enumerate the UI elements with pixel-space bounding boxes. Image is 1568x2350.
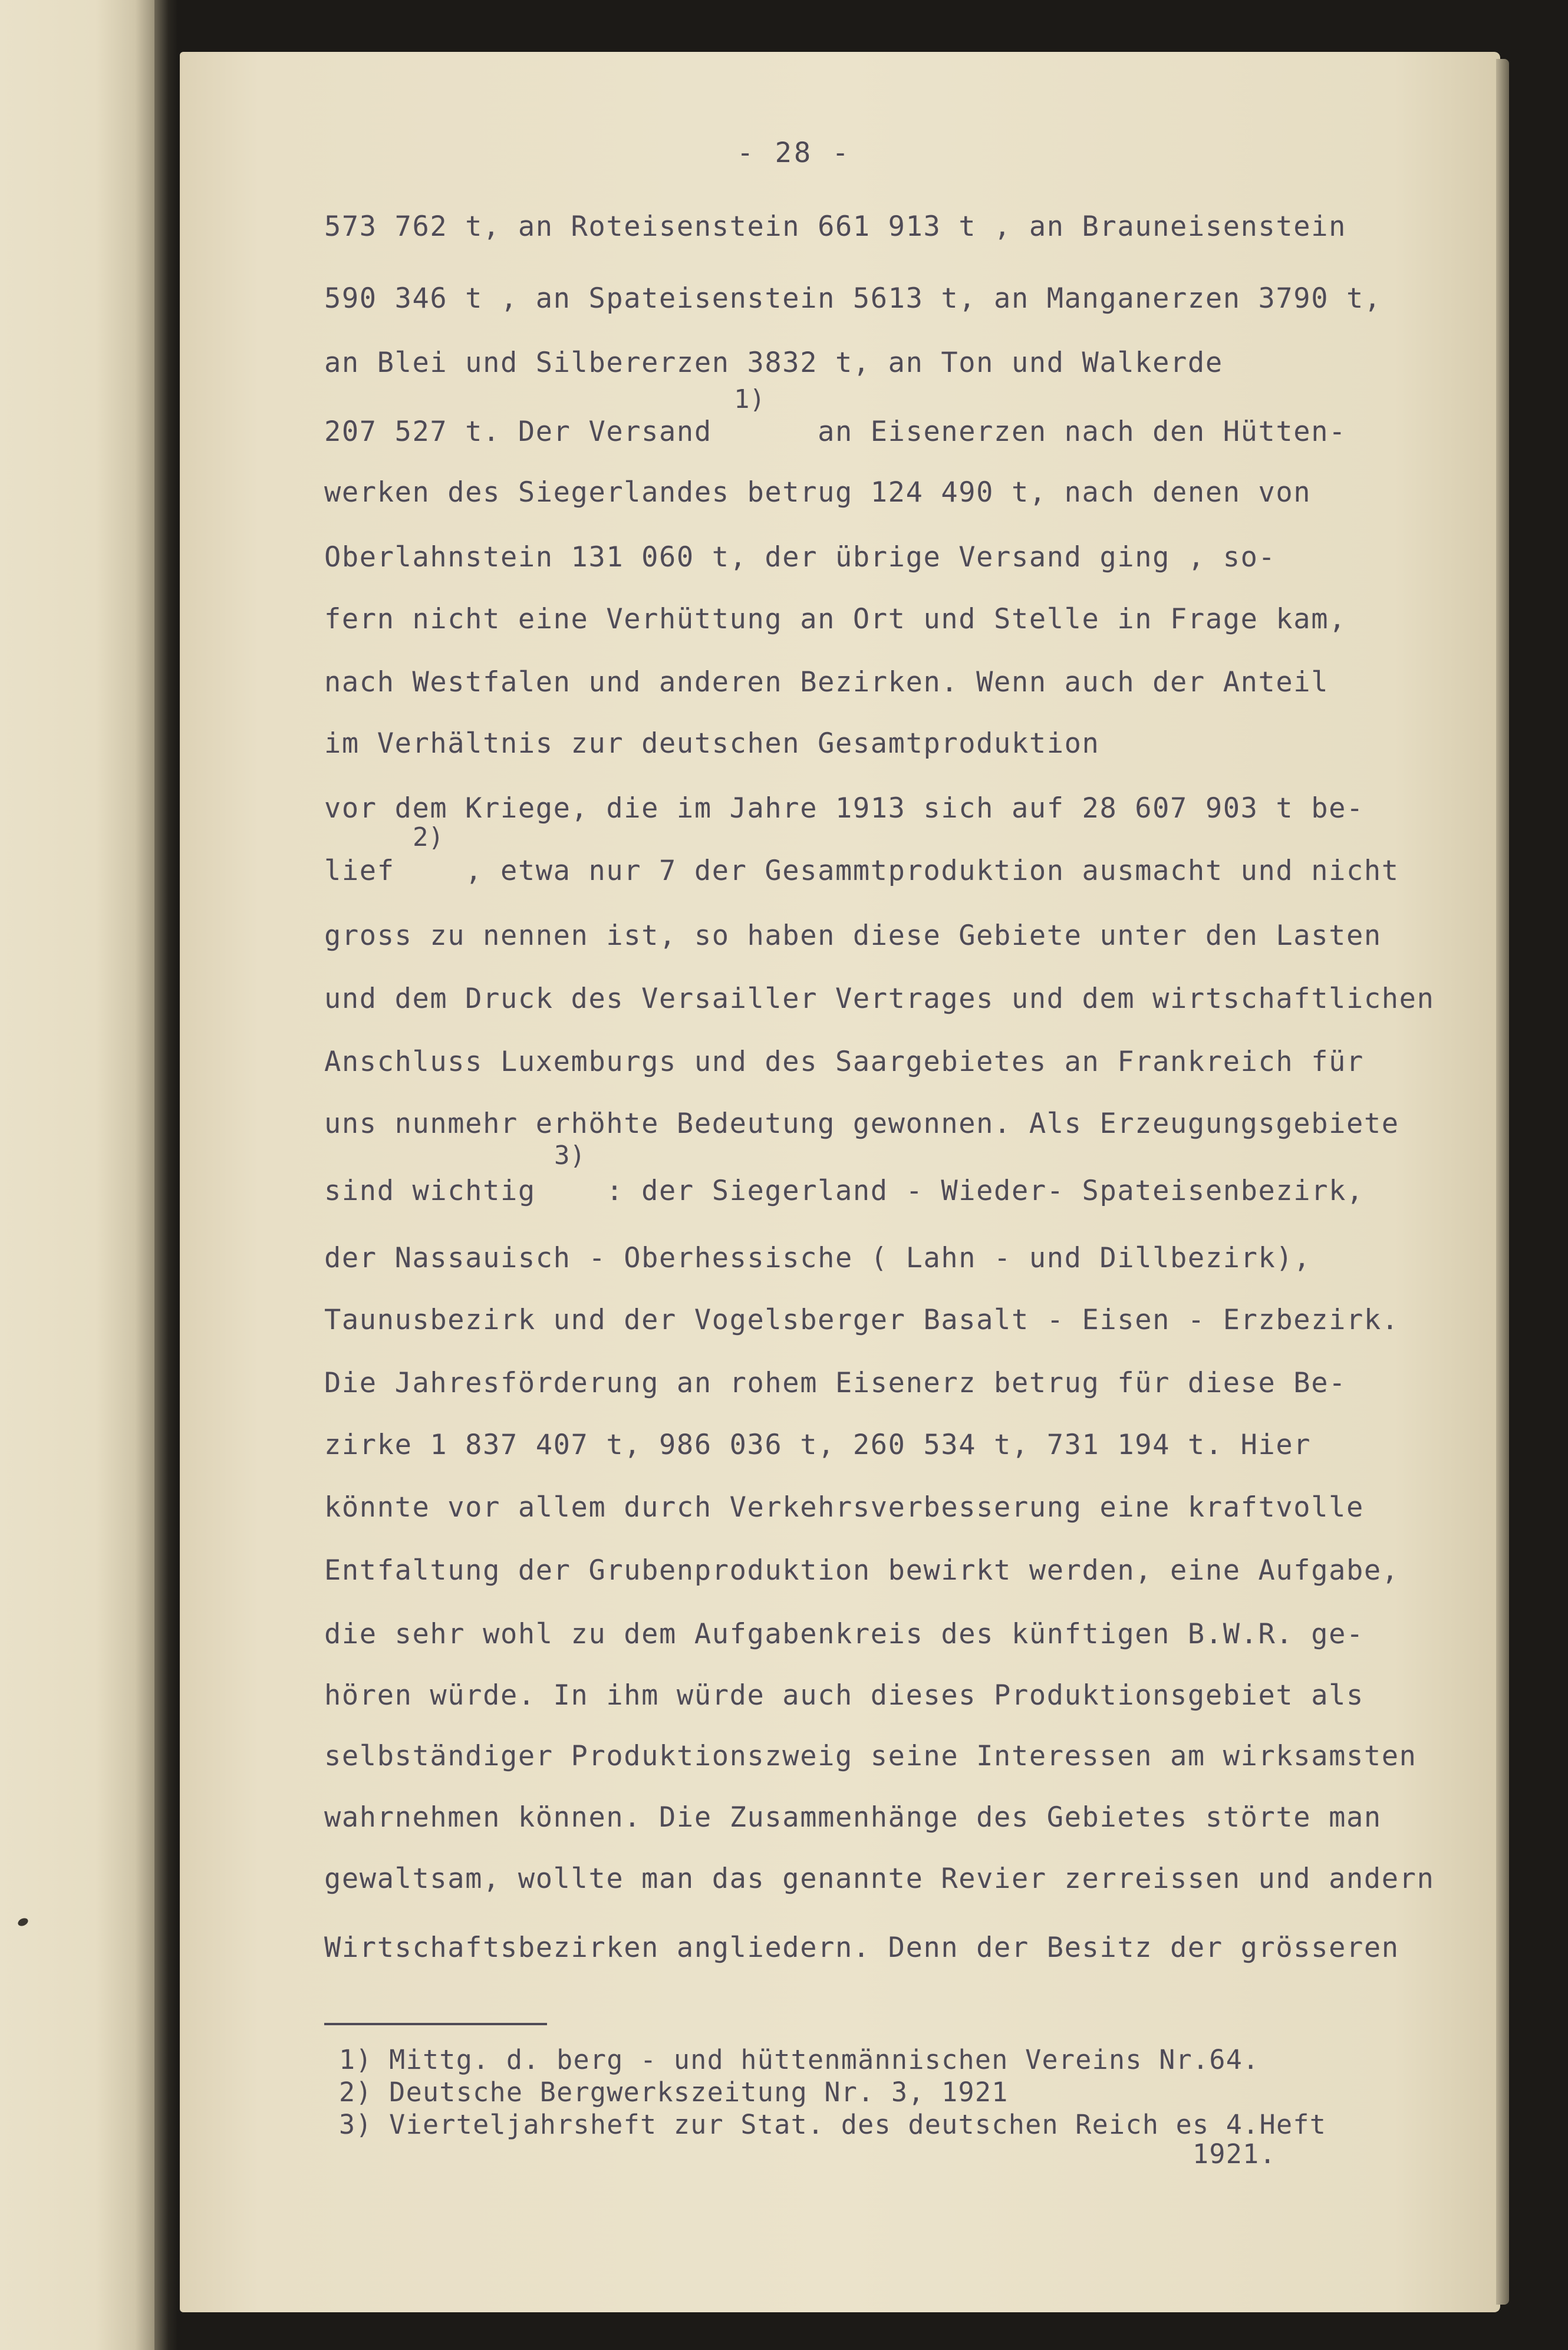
left-facing-page — [0, 0, 159, 2350]
body-line: vor dem Kriege, die im Jahre 1913 sich auf 28 607 903 t be- — [324, 792, 1364, 825]
body-line: die sehr wohl zu dem Aufgabenkreis des künftigen B.W.R. ge- — [324, 1618, 1364, 1650]
body-line: sind wichtig : der Siegerland - Wieder- Spateisenbezirk, — [324, 1175, 1364, 1207]
body-line: könnte vor allem durch Verkehrsverbesserung eine kraftvolle — [324, 1491, 1364, 1524]
body-line: uns nunmehr erhöhte Bedeutung gewonnen. Als Erzeugungsgebiete — [324, 1108, 1399, 1140]
footnote-1: 1) Mittg. d. berg - und hüttenmännischen Vereins Nr.64. — [339, 2044, 1260, 2075]
body-line: Wirtschaftsbezirken angliedern. Denn der Besitz der grösseren — [324, 1932, 1399, 1964]
body-line: werken des Siegerlandes betrug 124 490 t, nach denen von — [324, 476, 1312, 509]
body-line: hören würde. In ihm würde auch dieses Produktionsgebiet als — [324, 1679, 1364, 1712]
body-line: im Verhältnis zur deutschen Gesamtproduktion — [324, 727, 1100, 760]
body-line: selbständiger Produktionszweig seine Interessen am wirksamsten — [324, 1740, 1417, 1772]
body-line: Oberlahnstein 131 060 t, der übrige Versand ging , so- — [324, 541, 1276, 574]
footnote-3-continued: 1921. — [339, 2138, 1276, 2170]
book-gutter-shadow — [154, 0, 178, 2350]
body-line: fern nicht eine Verhüttung an Ort und Stelle in Frage kam, — [324, 603, 1346, 635]
footnote-ref-3: 3) — [554, 1141, 585, 1171]
body-line: 573 762 t, an Roteisenstein 661 913 t , an Brauneisenstein — [324, 210, 1346, 243]
body-line: und dem Druck des Versailler Vertrages und dem wirtschaftlichen — [324, 983, 1435, 1015]
body-line: nach Westfalen und anderen Bezirken. Wenn auch der Anteil — [324, 666, 1329, 698]
body-line: zirke 1 837 407 t, 986 036 t, 260 534 t, 731 194 t. Hier — [324, 1429, 1312, 1461]
page-number: - 28 - — [737, 137, 851, 169]
body-line: der Nassauisch - Oberhessische ( Lahn - und Dillbezirk), — [324, 1242, 1312, 1274]
body-line: 207 527 t. Der Versand an Eisenerzen nach den Hütten- — [324, 416, 1346, 448]
body-line: Die Jahresförderung an rohem Eisenerz betrug für diese Be- — [324, 1367, 1346, 1399]
body-line: Taunusbezirk und der Vogelsberger Basalt - Eisen - Erzbezirk. — [324, 1304, 1399, 1336]
page-edge — [1496, 59, 1509, 2305]
footnote-2: 2) Deutsche Bergwerkszeitung Nr. 3, 1921 — [339, 2077, 1009, 2108]
body-line: 590 346 t , an Spateisenstein 5613 t, an Manganerzen 3790 t, — [324, 282, 1382, 315]
footnote-divider — [324, 2023, 547, 2025]
body-line: gross zu nennen ist, so haben diese Gebiete unter den Lasten — [324, 919, 1382, 952]
body-line: an Blei und Silbererzen 3832 t, an Ton und Walkerde — [324, 347, 1223, 379]
body-line: Anschluss Luxemburgs und des Saargebietes an Frankreich für — [324, 1046, 1364, 1078]
body-line: lief , etwa nur 7 der Gesammtproduktion ausmacht und nicht — [324, 855, 1399, 887]
footnote-ref-1: 1) — [734, 384, 765, 414]
footnote-3: 3) Vierteljahrsheft zur Stat. des deutschen Reich es 4.Heft — [339, 2109, 1327, 2140]
body-line: wahrnehmen können. Die Zusammenhänge des Gebietes störte man — [324, 1801, 1382, 1834]
body-line: gewaltsam, wollte man das genannte Revier zerreissen und andern — [324, 1863, 1435, 1895]
footnote-ref-2: 2) — [413, 822, 444, 852]
body-line: Entfaltung der Grubenproduktion bewirkt werden, eine Aufgabe, — [324, 1554, 1399, 1587]
